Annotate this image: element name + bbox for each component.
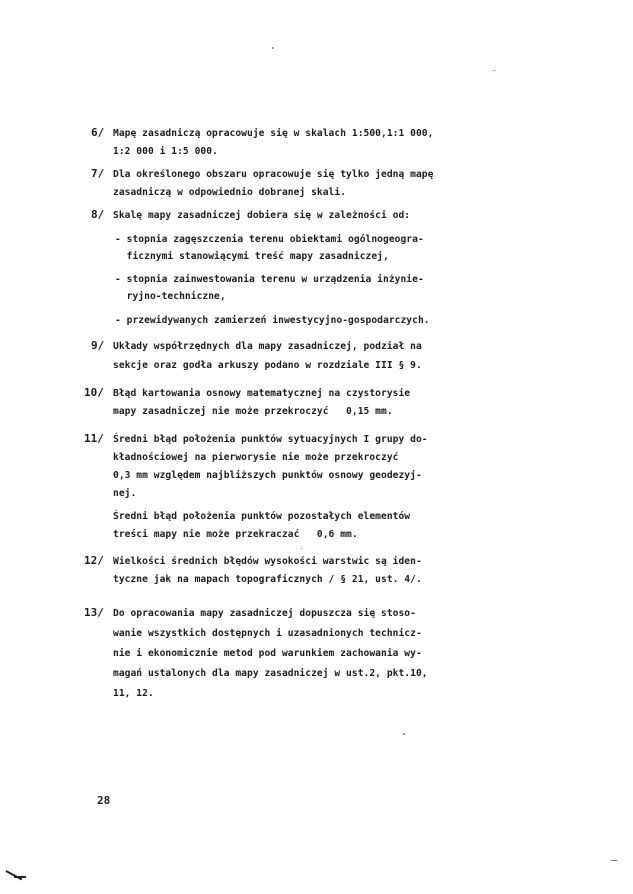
scan-speck (301, 548, 302, 549)
item-6-line-2: 1:2 000 i 1:5 000. (113, 146, 218, 157)
page-number: 28 (97, 794, 111, 807)
scan-speck (610, 860, 618, 861)
item-8-bullet-1-line-2: ficznymi stanowiącymi treść mapy zasadniczej, (115, 251, 389, 262)
item-8-bullet-2-line-1: - stopnia zainwestowania terenu w urządzenia inżynie- (115, 274, 424, 285)
item-8-line-1: Skalę mapy zasadniczej dobiera się w zależności od: (113, 210, 411, 221)
scan-speck (272, 47, 274, 49)
item-8-bullet-1-line-1: - stopnia zagęszczenia terenu obiektami ogólnogeogra- (115, 234, 424, 245)
item-6-line-1: Mapę zasadniczą opracowuje się w skalach 1:500,1:1 000, (113, 128, 434, 139)
item-7-line-1: Dla określonego obszaru opracowuje się tylko jedną mapę (113, 169, 434, 180)
item-number-7: 7/ (91, 167, 105, 180)
item-number-13: 13/ (84, 606, 104, 619)
item-11-line-1: Średni błąd położenia punktów sytuacyjnych I grupy do- (113, 434, 428, 445)
item-8-bullet-3-line-1: - przewidywanych zamierzeń inwestycyjno-gospodarczych. (115, 315, 430, 326)
item-13-line-2: wanie wszystkich dostępnych i uzasadnionych technicz- (113, 628, 422, 639)
item-number-10: 10/ (84, 386, 104, 399)
item-12-line-1: Wielkości średnich błędów wysokości warstwic są iden- (113, 556, 422, 567)
item-11-paragraph-2-line-2: treści mapy nie może przekraczać 0,6 mm. (113, 529, 358, 540)
item-number-11: 11/ (84, 432, 104, 445)
item-number-12: 12/ (84, 554, 104, 567)
item-11-line-3: 0,3 mm względem najbliższych punktów osnowy geodezyj- (113, 470, 422, 481)
item-13-line-4: magań ustalonych dla mapy zasadniczej w ust.2, pkt.10, (113, 668, 428, 679)
item-13-line-3: nie i ekonomicznie metod pod warunkiem zachowania wy- (113, 648, 422, 659)
item-number-9: 9/ (91, 339, 105, 352)
item-11-line-2: kładnościowej na pierworysie nie może przekroczyć (113, 452, 399, 463)
item-10-line-1: Błąd kartowania osnowy matematycznej na czystorysie (113, 388, 411, 399)
item-number-8: 8/ (91, 208, 105, 221)
item-10-line-2: mapy zasadniczej nie może przekroczyć 0,15 mm. (113, 406, 393, 417)
item-8-bullet-2-line-2: ryjno-techniczne, (115, 291, 226, 302)
item-number-6: 6/ (91, 126, 105, 139)
item-7-line-2: zasadniczą w odpowiednio dobranej skali. (113, 187, 347, 198)
item-9-line-1: Układy współrzędnych dla mapy zasadniczej, podział na (113, 341, 422, 352)
scan-speck (493, 70, 495, 71)
item-9-line-2: sekcje oraz godła arkuszy podano w rozdziale III § 9. (113, 360, 422, 371)
item-13-line-5: 11, 12. (113, 688, 154, 699)
item-11-line-4: nej. (113, 488, 137, 499)
scan-speck (403, 733, 405, 735)
item-12-line-2: tyczne jak na mapach topograficznych / § 21, ust. 4/. (113, 574, 422, 585)
scan-mark-base (14, 876, 26, 878)
item-13-line-1: Do opracowania mapy zasadniczej dopuszcza się stoso- (113, 608, 416, 619)
item-11-paragraph-2-line-1: Średni błąd położenia punktów pozostałych elementów (113, 511, 411, 522)
